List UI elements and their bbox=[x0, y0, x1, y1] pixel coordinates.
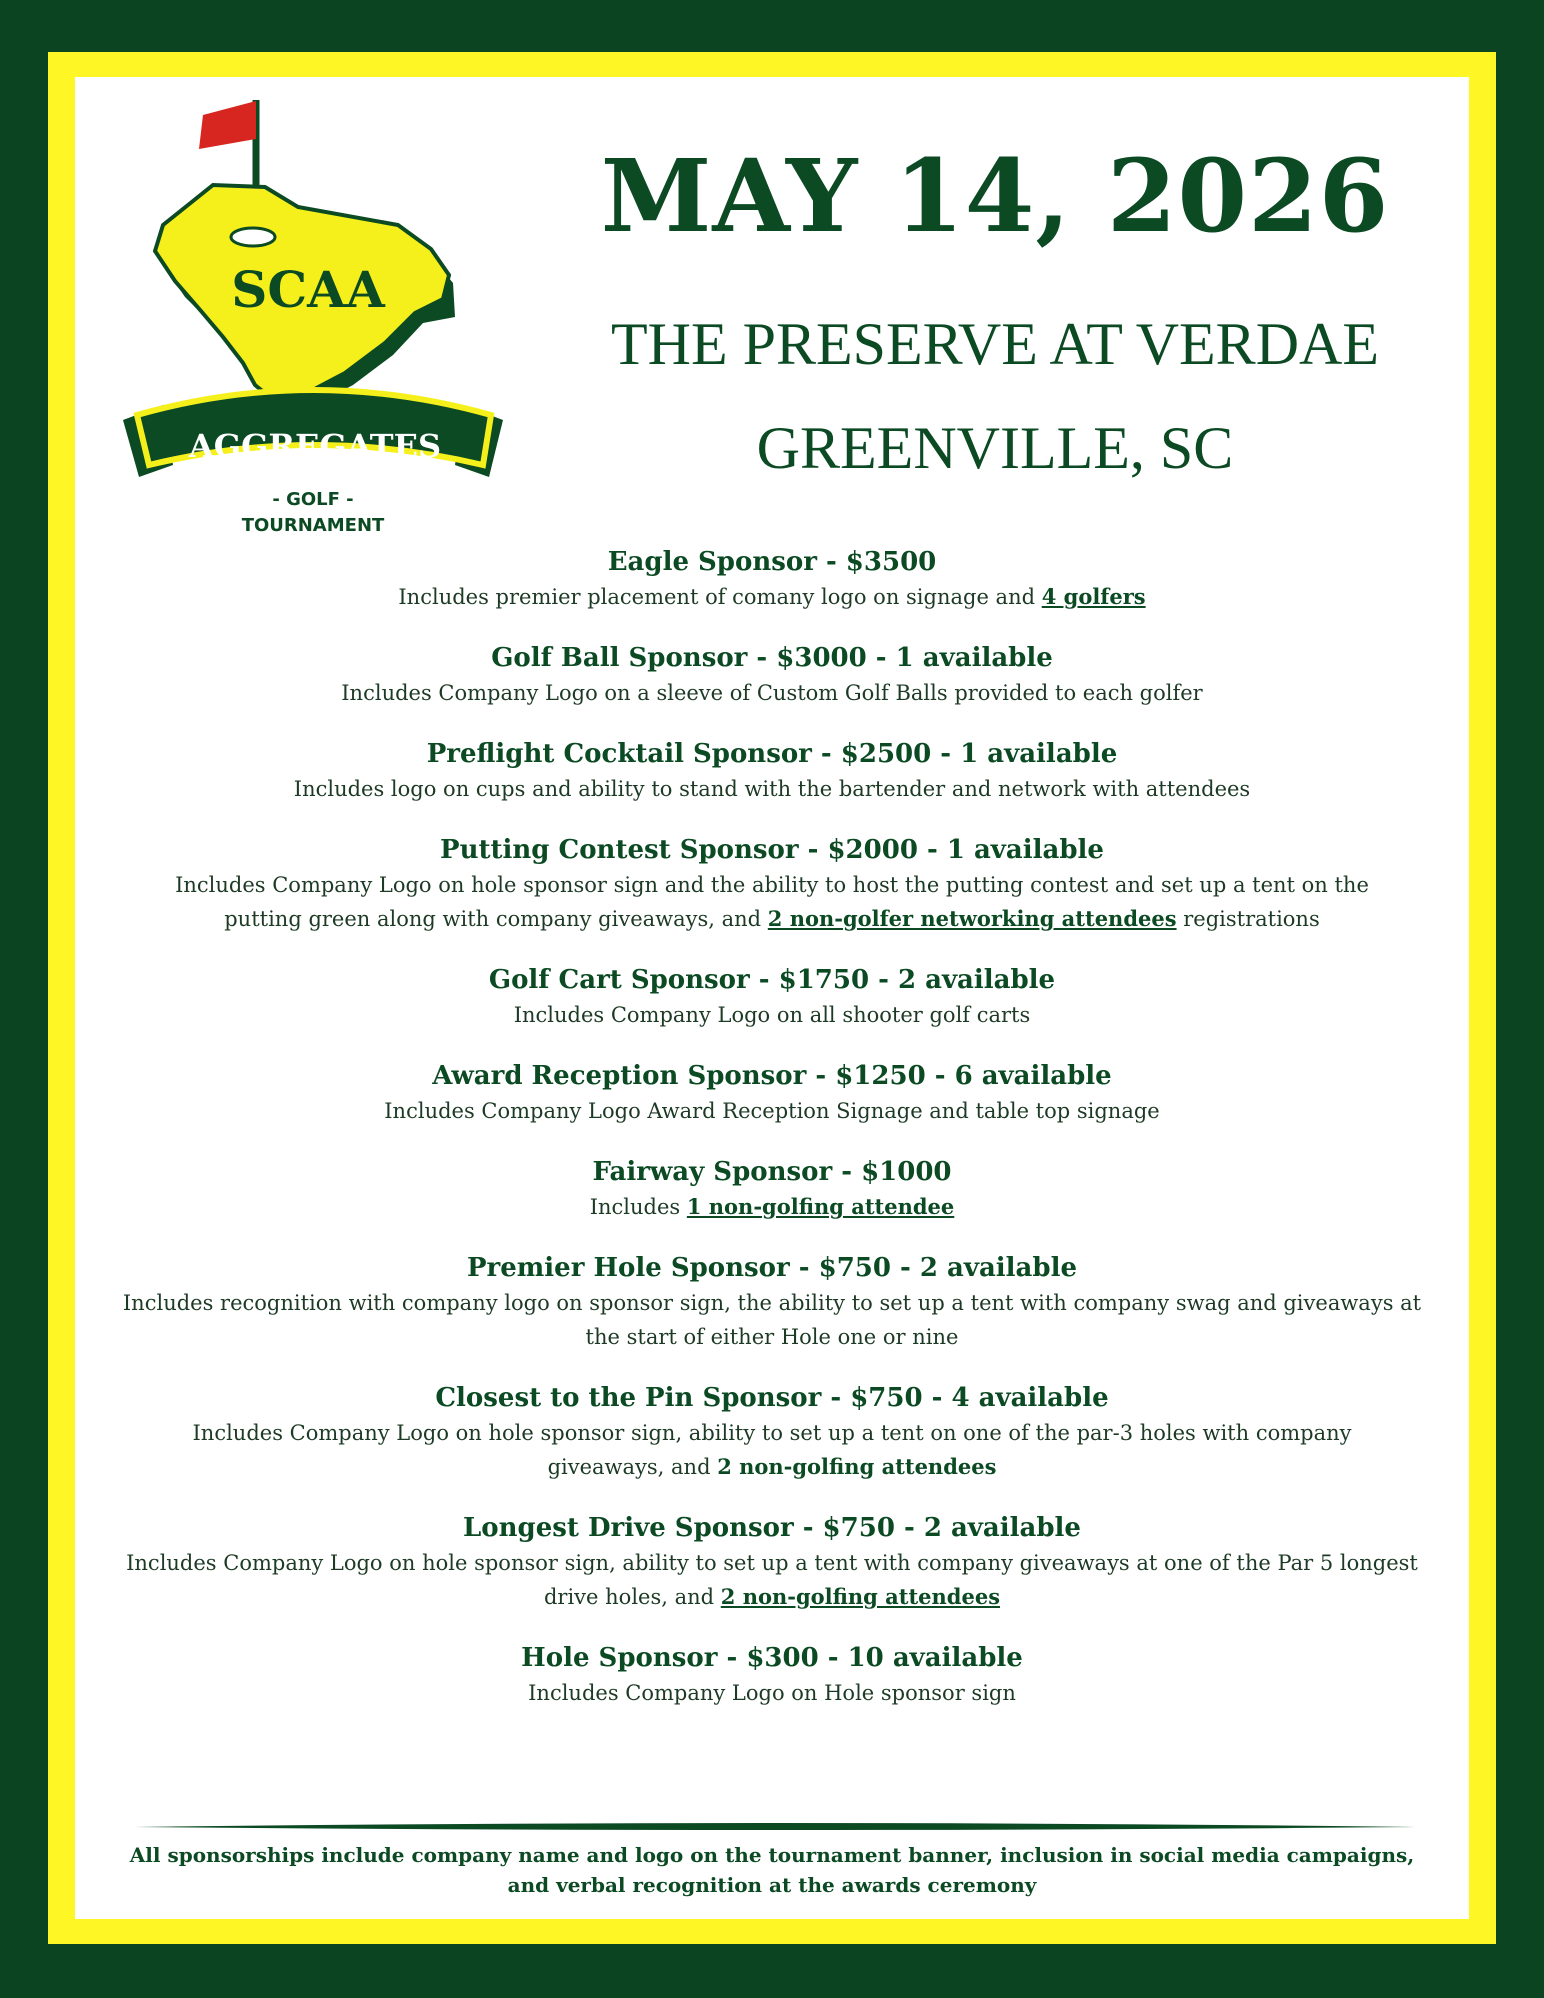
scaa-golf-logo bbox=[103, 85, 523, 555]
sponsor-description: Includes premier placement of comany logo on signage and 4 golfers bbox=[398, 584, 1146, 609]
sponsor-description: Includes Company Logo on hole sponsor sign, ability to set up a tent on one of the par-3 holes with company giveaways, and 2 non-golfing attendees bbox=[192, 1421, 1352, 1479]
sponsor-description: Includes Company Logo on hole sponsor sign, ability to set up a tent with company giveaways at one of the Par 5 longest drive holes, and 2 non-golfing attendees bbox=[126, 1551, 1418, 1609]
svg-text:SCAA: SCAA bbox=[231, 260, 385, 319]
sponsor-title: Premier Hole Sponsor - $750 - 2 available bbox=[466, 1253, 1078, 1283]
sponsor-description: Includes Company Logo on a sleeve of Custom Golf Balls provided to each golfer bbox=[341, 681, 1203, 705]
event-venue: THE PRESERVE AT VERDAE bbox=[610, 311, 1380, 377]
sponsor-item bbox=[75, 1381, 1469, 1484]
svg-text:- GOLF -: - GOLF - bbox=[272, 489, 354, 510]
sponsor-title: Eagle Sponsor - $3500 bbox=[607, 547, 937, 577]
footer-note bbox=[75, 1840, 1469, 1900]
sponsor-item bbox=[75, 1155, 1469, 1224]
sponsor-description: Includes Company Logo Award Reception Signage and table top signage bbox=[384, 1099, 1160, 1123]
sponsor-title: Closest to the Pin Sponsor - $750 - 4 available bbox=[435, 1383, 1109, 1413]
sponsor-item bbox=[75, 1641, 1469, 1710]
event-city: GREENVILLE, SC bbox=[756, 415, 1234, 481]
sponsor-item bbox=[75, 641, 1469, 710]
sponsor-description: Includes Company Logo on hole sponsor sign and the ability to host the putting contest and set up a tent on the putting green along with company giveaways, and 2 non-golfer networking attendees registrations bbox=[175, 873, 1369, 931]
sponsor-item bbox=[75, 963, 1469, 1032]
divider-line bbox=[135, 1821, 1415, 1833]
event-date: MAY 14, 2026 bbox=[600, 137, 1390, 255]
sponsor-item bbox=[75, 1251, 1469, 1354]
sponsor-description: Includes 1 non-golfing attendee bbox=[589, 1194, 955, 1219]
sponsor-item bbox=[75, 545, 1469, 614]
footer-line: and verbal recognition at the awards ceremony bbox=[507, 1873, 1037, 1897]
sponsor-description: Includes Company Logo on Hole sponsor sign bbox=[528, 1681, 1016, 1705]
sponsorship-list bbox=[75, 545, 1469, 1737]
sponsor-description: Includes recognition with company logo on sponsor sign, the ability to set up a tent with company swag and giveaways at the start of either Hole one or nine bbox=[122, 1291, 1422, 1349]
sponsor-title: Hole Sponsor - $300 - 10 available bbox=[521, 1643, 1023, 1673]
sponsor-title: Fairway Sponsor - $1000 bbox=[592, 1157, 952, 1187]
flag-icon bbox=[199, 101, 256, 149]
sponsor-title: Golf Ball Sponsor - $3000 - 1 available bbox=[491, 643, 1053, 673]
sponsor-item bbox=[75, 737, 1469, 806]
sponsor-title: Award Reception Sponsor - $1250 - 6 available bbox=[432, 1061, 1112, 1091]
sponsor-description: Includes logo on cups and ability to stand with the bartender and network with attendees bbox=[293, 777, 1251, 801]
footer-line: All sponsorships include company name and logo on the tournament banner, inclusion in social media campaigns, bbox=[129, 1843, 1415, 1867]
sponsor-title: Preflight Cocktail Sponsor - $2500 - 1 available bbox=[426, 739, 1118, 769]
svg-text:TOURNAMENT: TOURNAMENT bbox=[241, 515, 385, 536]
sponsor-item bbox=[75, 833, 1469, 936]
sponsor-title: Longest Drive Sponsor - $750 - 2 available bbox=[463, 1513, 1081, 1543]
sponsor-description: Includes Company Logo on all shooter golf carts bbox=[513, 1003, 1031, 1027]
sponsor-title: Golf Cart Sponsor - $1750 - 2 available bbox=[488, 965, 1056, 995]
sponsor-item bbox=[75, 1511, 1469, 1614]
svg-text:AGGREGATES: AGGREGATES bbox=[188, 427, 442, 465]
flyer-page bbox=[75, 77, 1469, 1919]
sponsor-item bbox=[75, 1059, 1469, 1128]
sponsor-title: Putting Contest Sponsor - $2000 - 1 available bbox=[440, 835, 1104, 865]
